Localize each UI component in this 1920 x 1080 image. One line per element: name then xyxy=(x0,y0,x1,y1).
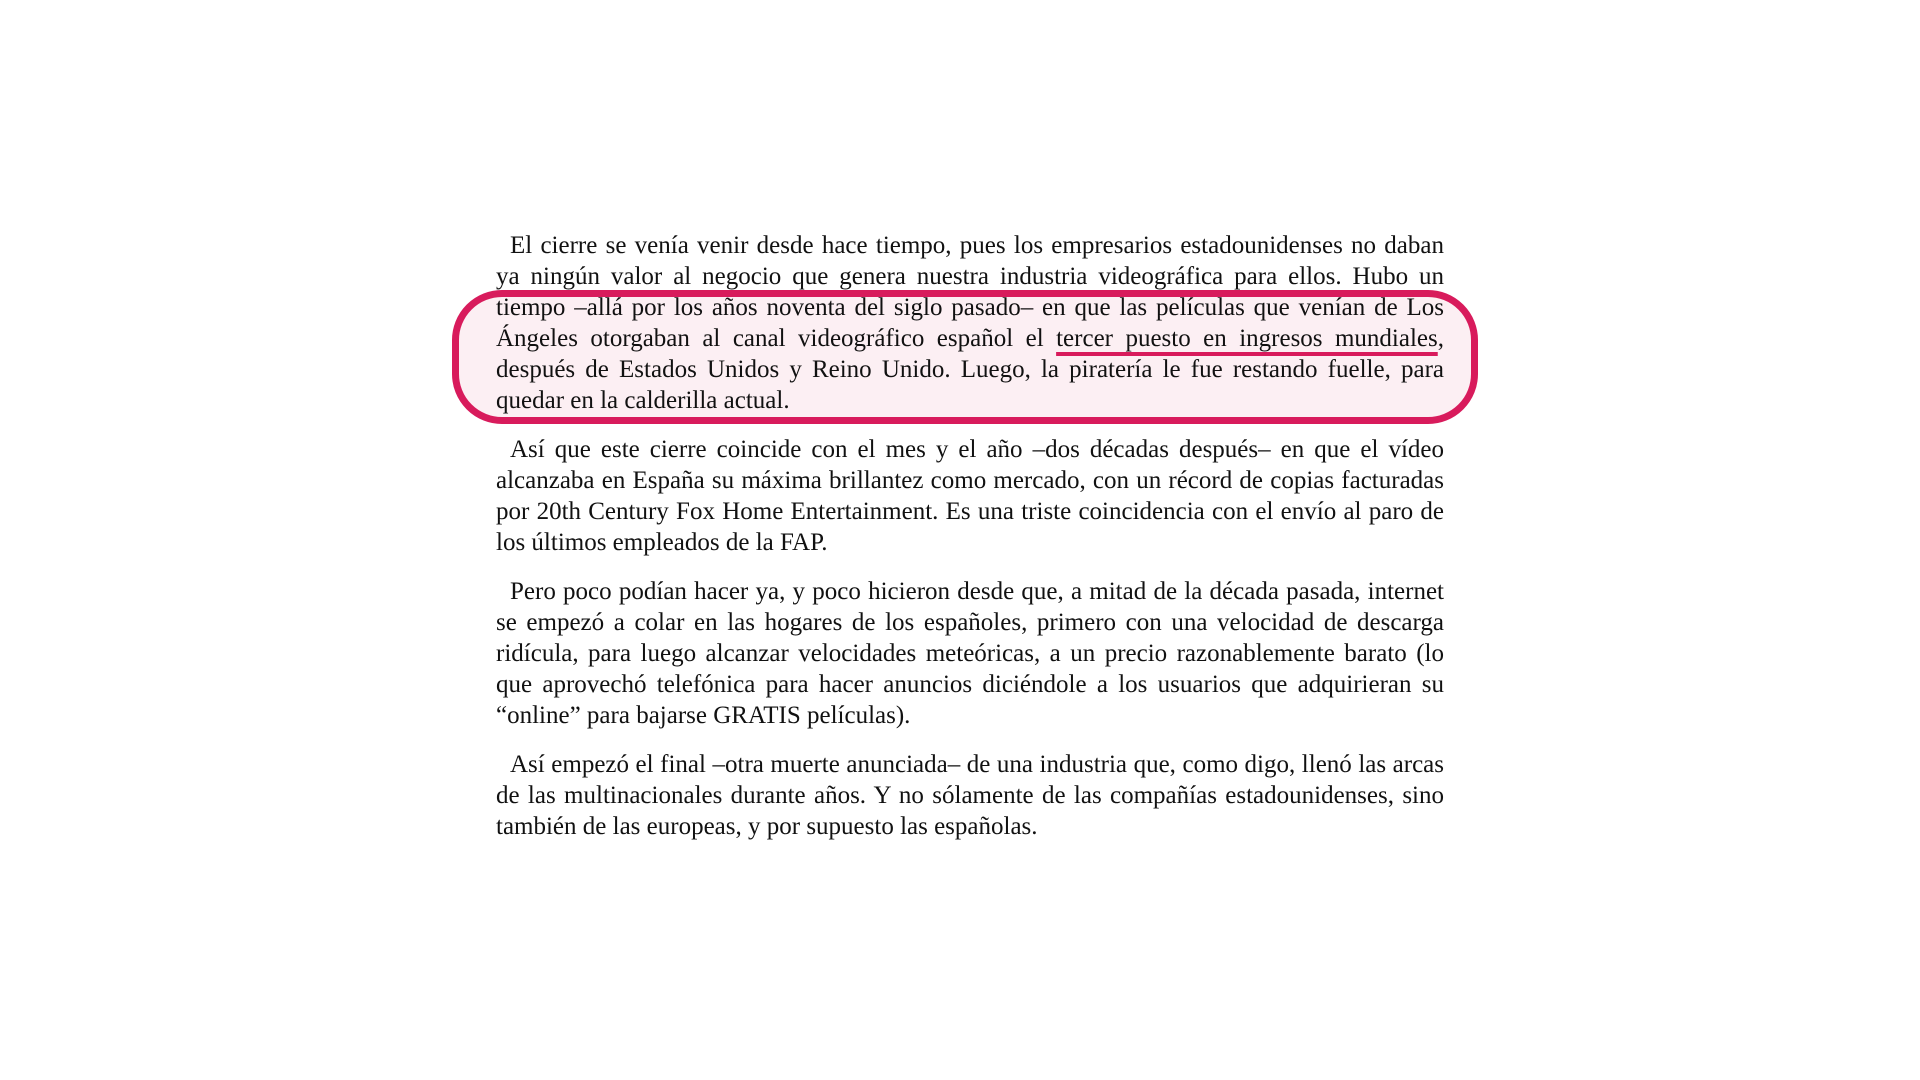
paragraph-2 xyxy=(496,434,1444,558)
paragraph-2-text: Así que este cierre coincide con el mes y el año –dos décadas después– en que el vídeo alcanzaba en España su máxima brillantez como mercado, con un récord de copias facturadas por 20th Century Fox Home Entertainment. Es una triste coincidencia con el envío al paro de los últimos empleados de la FAP. xyxy=(496,436,1444,556)
paragraph-1-text-b: , después de Estados Unidos y Reino Unido. Luego, la piratería le fue restando fuelle, para quedar en la calderilla actual. xyxy=(496,325,1444,414)
paragraph-4 xyxy=(496,749,1444,842)
underlined-phrase: tercer puesto en ingresos mundiales xyxy=(1056,325,1438,352)
article-body xyxy=(496,230,1444,860)
paragraph-3-text: Pero poco podían hacer ya, y poco hicieron desde que, a mitad de la década pasada, internet se empezó a colar en las hogares de los españoles, primero con una velocidad de descarga ridícula, para luego alcanzar velocidades meteóricas, a un precio razonablemente barato (lo que aprovechó telefónica para hacer anuncios diciéndole a los usuarios que adquirieran su “online” para bajarse GRATIS películas). xyxy=(496,578,1444,729)
paragraph-3 xyxy=(496,576,1444,731)
paragraph-1-text-a: El cierre se venía venir desde hace tiempo, pues los empresarios estadounidenses no daban ya ningún valor al negocio que genera nuestra industria videográfica para ellos. Hubo un tiempo –allá por los años noventa del siglo pasado– en que las películas que venían de Los Ángeles otorgaban al canal videográfico español el xyxy=(496,232,1444,352)
paragraph-4-text: Así empezó el final –otra muerte anunciada– de una industria que, como digo, llenó las arcas de las multinacionales durante años. Y no sólamente de las compañías estadounidenses, sino también de las europeas, y por supuesto las españolas. xyxy=(496,751,1444,840)
paragraph-1 xyxy=(496,230,1444,416)
